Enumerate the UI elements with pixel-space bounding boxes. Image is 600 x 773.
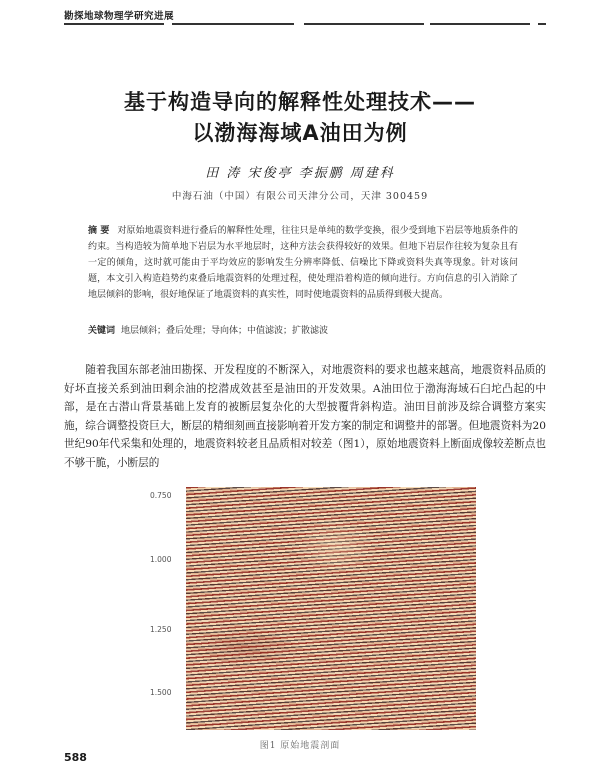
keywords-text: 地层倾斜；叠后处理；导向体；中值滤波；扩散滤波 xyxy=(121,326,329,336)
time-tick-label: 1.500 xyxy=(150,688,172,697)
figure-caption: 图1 原始地震剖面 xyxy=(259,741,341,751)
abstract xyxy=(88,223,518,303)
time-tick-label: 1.250 xyxy=(150,625,172,634)
keywords xyxy=(88,324,518,338)
time-tick-label: 1.000 xyxy=(150,555,172,564)
abstract-text: 对原始地震资料进行叠后的解释性处理，往往只是单纯的数学变换，很少受到地下岩层等地质条件的约束。当构造较为简单地下岩层为水平地层时，这种方法会获得较好的效果。但地下岩层作往较为复杂且有一定的倾角，这时就可能由于平均效应的影响发生分辨率降低、信噪比下降或资料失真等现象。针对该问题，本文引入构造趋势约束叠后地震资料的处理过程，使处理沿着构造的倾向进行。方向信息的引入消除了地层倾斜的影响，很好地保证了地震资料的真实性，同时使地震资料的品质得到极大提高。 xyxy=(88,226,518,300)
header-rule xyxy=(64,23,546,25)
keywords-label: 关键词 xyxy=(88,326,116,336)
running-head: 勘探地球物理学研究进展 xyxy=(64,11,175,22)
title-line-1: 基于构造导向的解释性处理技术—— xyxy=(124,90,476,114)
authors: 田 涛 宋俊亭 李振鹏 周建科 xyxy=(205,166,395,181)
body-paragraph: 随着我国东部老油田勘探、开发程度的不断深入，对地震资料的要求也越来越高，地震资料品质的好坏直接关系到油田剩余油的挖潜成效甚至是油田的开发效果。A油田位于渤海海域石臼坨凸起的中部，是在古潜山背景基础上发育的被断层复杂化的大型披覆背斜构造。油田目前涉及综合调整方案实施，综合调整投资巨大，断层的精细刻画直接影响着开发方案的制定和调整井的部署。但地震资料为20世纪90年代采集和处理的，地震资料较老且品质相对较差（图1），原始地震资料上断面成像较差断点也不够干脆，小断层的 xyxy=(64,364,546,469)
title-line-2: 以渤海海域A油田为例 xyxy=(192,121,408,145)
affiliation: 中海石油（中国）有限公司天津分公司，天津 300459 xyxy=(171,191,429,202)
time-tick-label: 0.750 xyxy=(150,491,172,500)
abstract-label: 摘 要 xyxy=(88,226,110,236)
page-number: 588 xyxy=(64,751,87,764)
seismic-section-figure xyxy=(186,487,476,730)
